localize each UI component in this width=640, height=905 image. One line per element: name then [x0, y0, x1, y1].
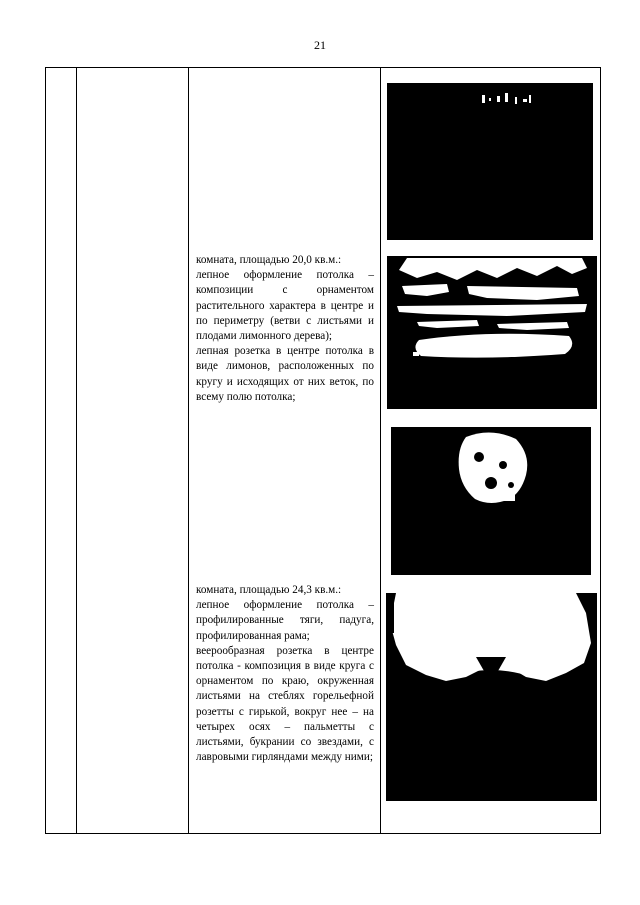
column-divider: [76, 68, 77, 833]
room-1-title: комната, площадью 20,0 кв.м.:: [196, 254, 342, 266]
room-1-line-2: лепная розетка в центре потолка в виде лимонов, расположенных по кругу и исходящих от них веток, по всему полю потолка;: [196, 345, 374, 403]
rosette-photo-2: [386, 593, 597, 801]
room-2-title: комната, площадью 24,3 кв.м.:: [196, 584, 342, 596]
column-divider: [380, 68, 381, 833]
ceiling-photo-1: [387, 83, 593, 240]
room-2-description: [196, 583, 374, 765]
room-1-line-1: лепное оформление потолка – композиции с орнаментом растительного характера в центре и по периметру (ветви с листьями и плодами лимонного дерева);: [196, 269, 374, 343]
room-2-line-2: веерообразная розетка в центре потолка - композиция в виде круга с орнаментом по краю, окруженная листьями на стеблях горельефной розетты с гирькой, вокруг нее – на четырех осях – пальметты с листьями, букрании со звездами, с лавровыми гирляндами между ними;: [196, 644, 374, 764]
column-divider: [188, 68, 189, 833]
rosette-photo-1: [391, 427, 591, 575]
ceiling-photo-2: [387, 256, 597, 409]
page-number: 21: [314, 38, 326, 52]
room-1-description: [196, 253, 374, 405]
room-2-line-1: лепное оформление потолка – профилированные тяги, падуга, профилированная рама;: [196, 599, 374, 642]
